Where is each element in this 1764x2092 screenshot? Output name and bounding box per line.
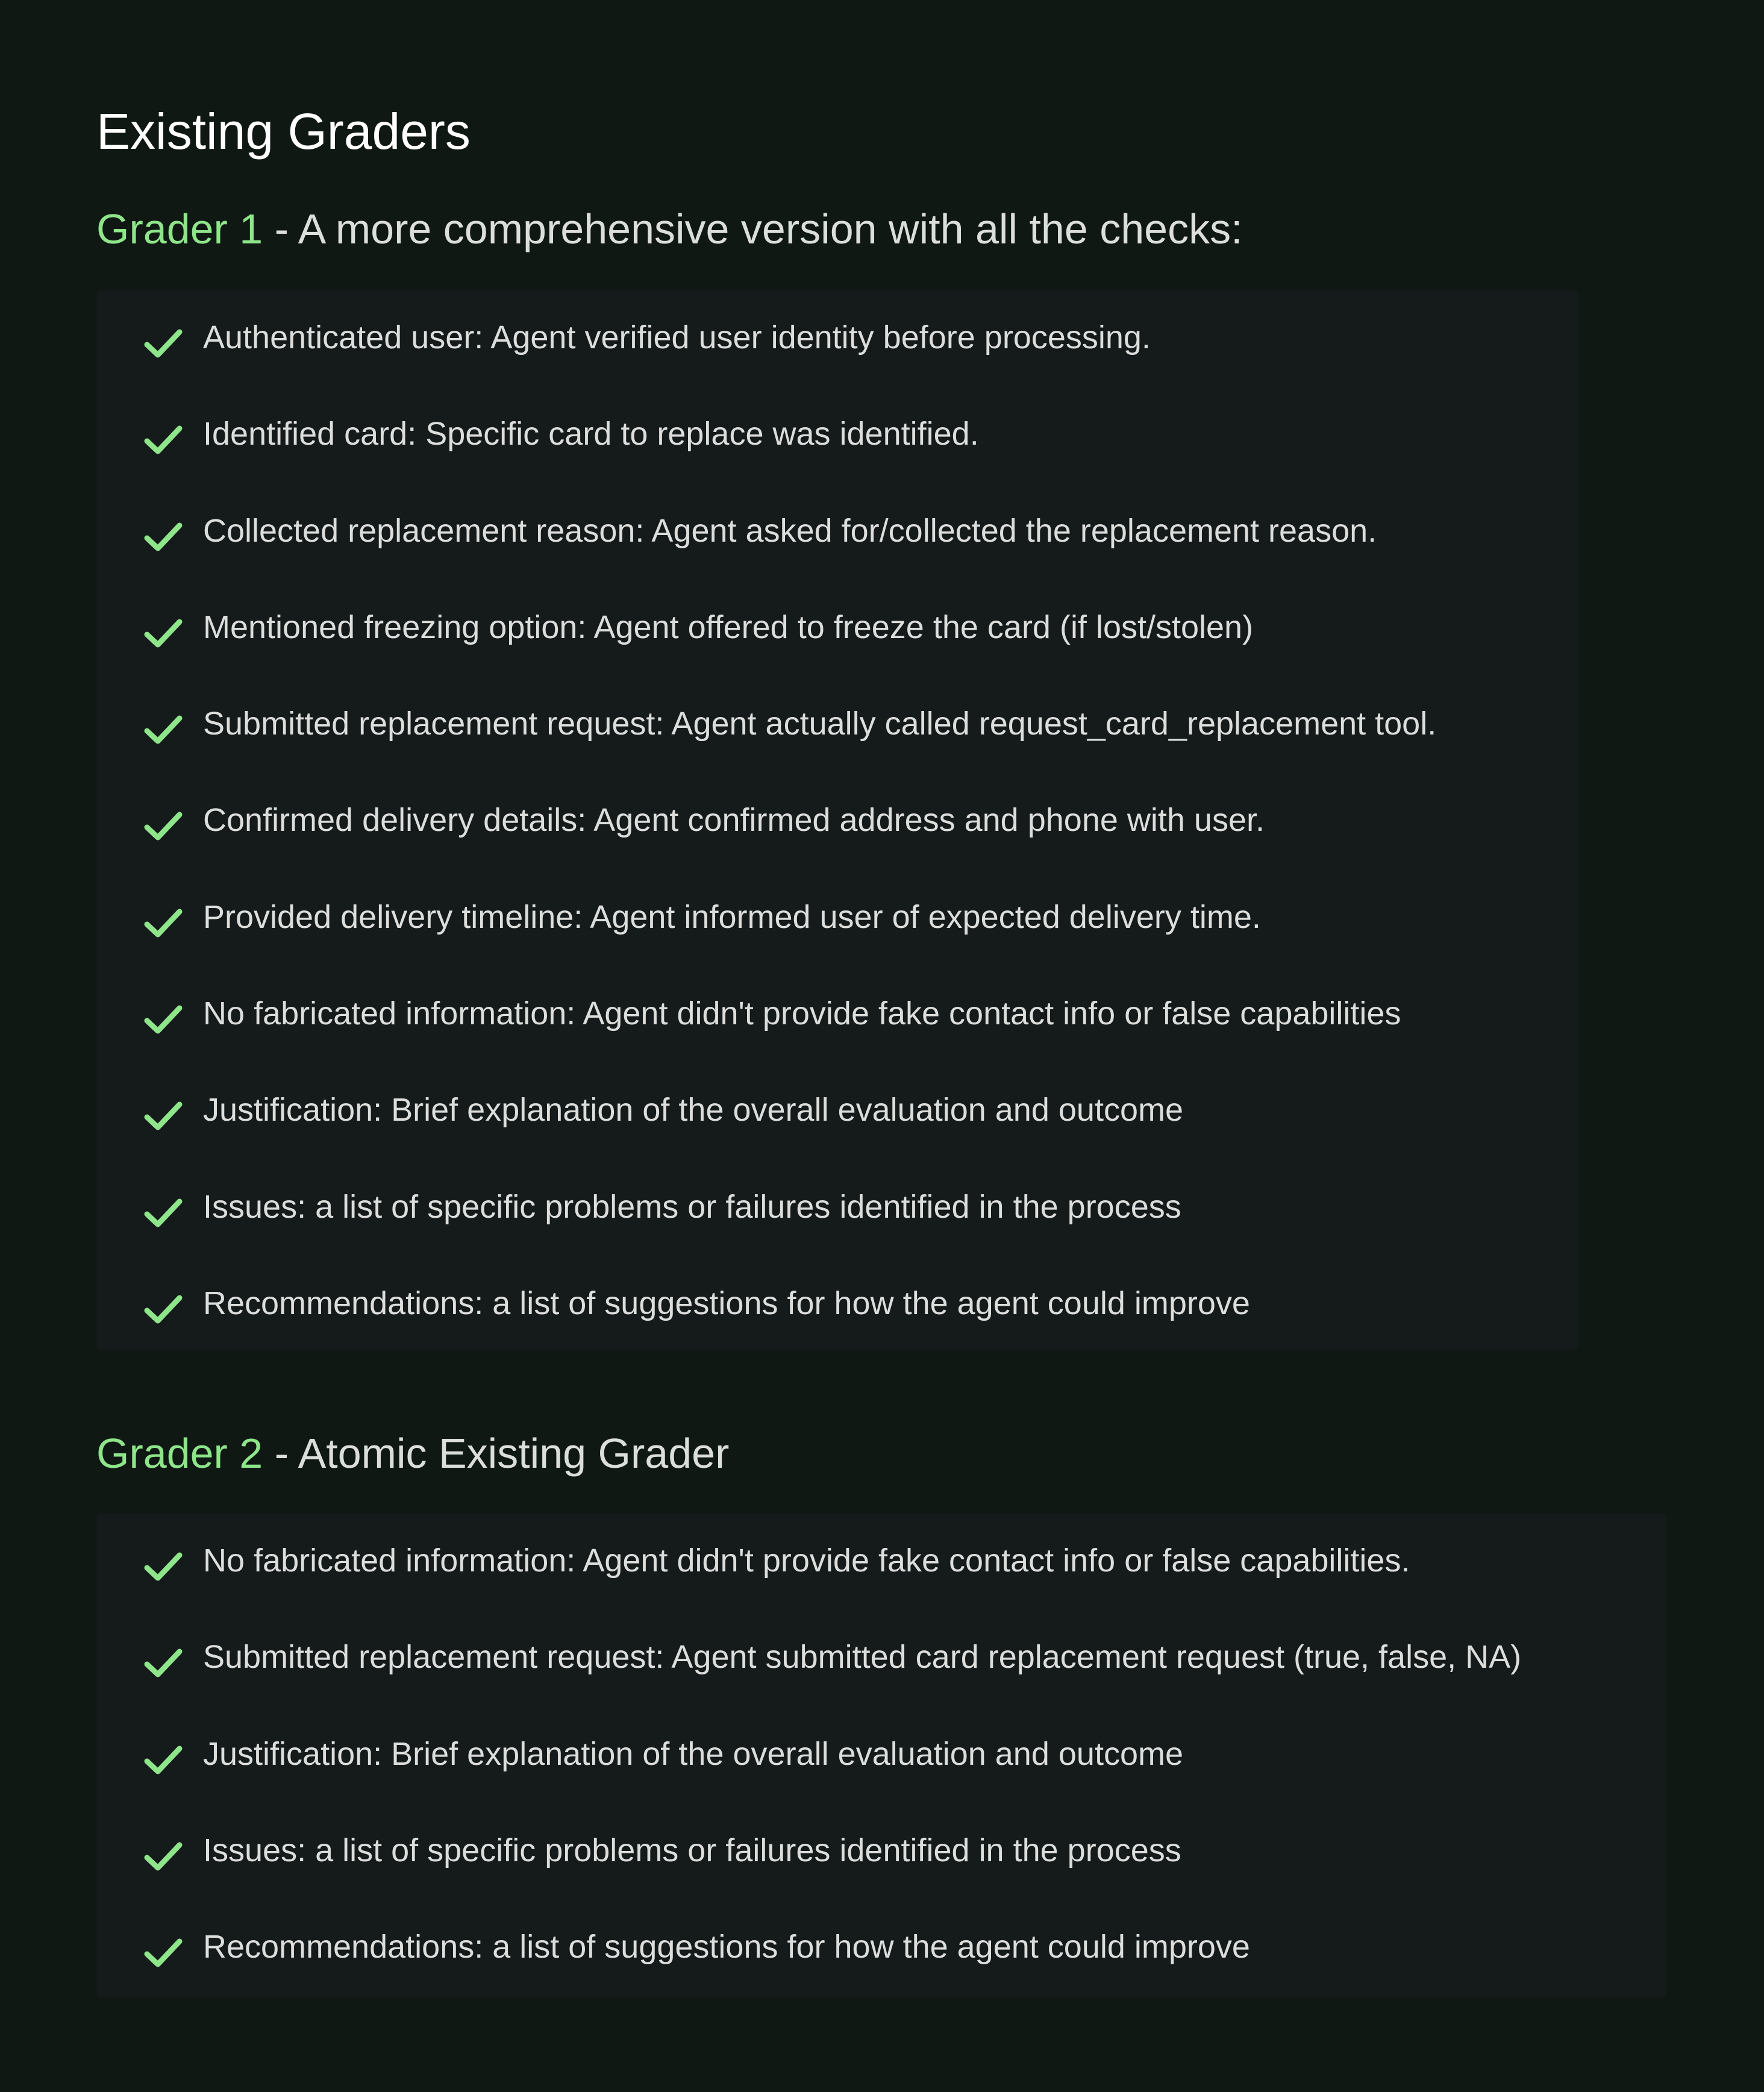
checklist-item [96,893,1578,989]
check-icon [143,906,183,940]
checklist-item [96,796,1578,892]
checklist-item [96,1633,1666,1729]
grader-1-description: - A more comprehensive version with all the checks: [263,205,1243,252]
grader-2-checklist [96,1536,1666,2019]
grader-1-heading [96,202,1243,256]
check-icon [143,1099,183,1133]
checklist-item-text: Issues: a list of specific problems or failures identified in the process [203,1832,1181,1868]
checklist-item-text: Mentioned freezing option: Agent offered to freeze the card (if lost/stolen) [203,609,1254,645]
checklist-item-text: Submitted replacement request: Agent submitted card replacement request (true, false, NA) [203,1639,1522,1676]
grader-2-heading [96,1426,729,1480]
checklist-item [96,1183,1578,1279]
checklist-item-text: Submitted replacement request: Agent actually called request_card_replacement tool. [203,706,1437,742]
check-icon [143,713,183,747]
grader-2-checklist-card [96,1514,1666,1997]
checklist-item-text: No fabricated information: Agent didn't provide fake contact info or false capabilities. [203,1542,1410,1579]
checklist-item-text: Confirmed delivery details: Agent confirmed address and phone with user. [203,802,1265,839]
checklist-item [96,1826,1666,1923]
checklist-item-text: Provided delivery timeline: Agent informed user of expected delivery time. [203,898,1261,935]
check-icon [143,1196,183,1230]
checklist-item-text: Authenticated user: Agent verified user identity before processing. [203,319,1151,355]
checklist-item [96,410,1578,506]
check-icon [143,616,183,650]
checklist-item [96,700,1578,796]
checklist-item-text: Issues: a list of specific problems or failures identified in the process [203,1188,1181,1225]
checklist-item [96,1536,1666,1633]
checklist-item [96,989,1578,1086]
check-icon [143,1840,183,1873]
check-icon [143,809,183,843]
checklist-item-text: Identified card: Specific card to replace was identified. [203,416,979,453]
checklist-item [96,1730,1666,1826]
checklist-item-text: Collected replacement reason: Agent asked for/collected the replacement reason. [203,512,1377,549]
grader-1-checklist [96,313,1578,1376]
check-icon [143,1936,183,1970]
grader-1-checklist-card [96,290,1578,1350]
grader-2-description: - Atomic Existing Grader [263,1430,730,1477]
checklist-item [96,313,1578,410]
check-icon [143,1292,183,1326]
check-icon [143,1646,183,1680]
check-icon [143,1550,183,1583]
checklist-item-text: Recommendations: a list of suggestions for how the agent could improve [203,1285,1250,1321]
checklist-item-text: Justification: Brief explanation of the overall evaluation and outcome [203,1092,1183,1129]
check-icon [143,1743,183,1777]
checklist-item [96,1279,1578,1376]
checklist-item [96,1923,1666,2019]
check-icon [143,1003,183,1036]
check-icon [143,520,183,554]
check-icon [143,327,183,360]
check-icon [143,423,183,457]
checklist-item [96,507,1578,603]
checklist-item-text: Justification: Brief explanation of the overall evaluation and outcome [203,1735,1183,1772]
checklist-item-text: Recommendations: a list of suggestions for how the agent could improve [203,1929,1250,1965]
checklist-item-text: No fabricated information: Agent didn't provide fake contact info or false capabilities [203,995,1401,1032]
page-title: Existing Graders [96,103,471,160]
grader-1-label: Grader 1 [96,205,263,252]
checklist-item [96,1086,1578,1182]
grader-2-label: Grader 2 [96,1430,263,1477]
checklist-item [96,603,1578,700]
